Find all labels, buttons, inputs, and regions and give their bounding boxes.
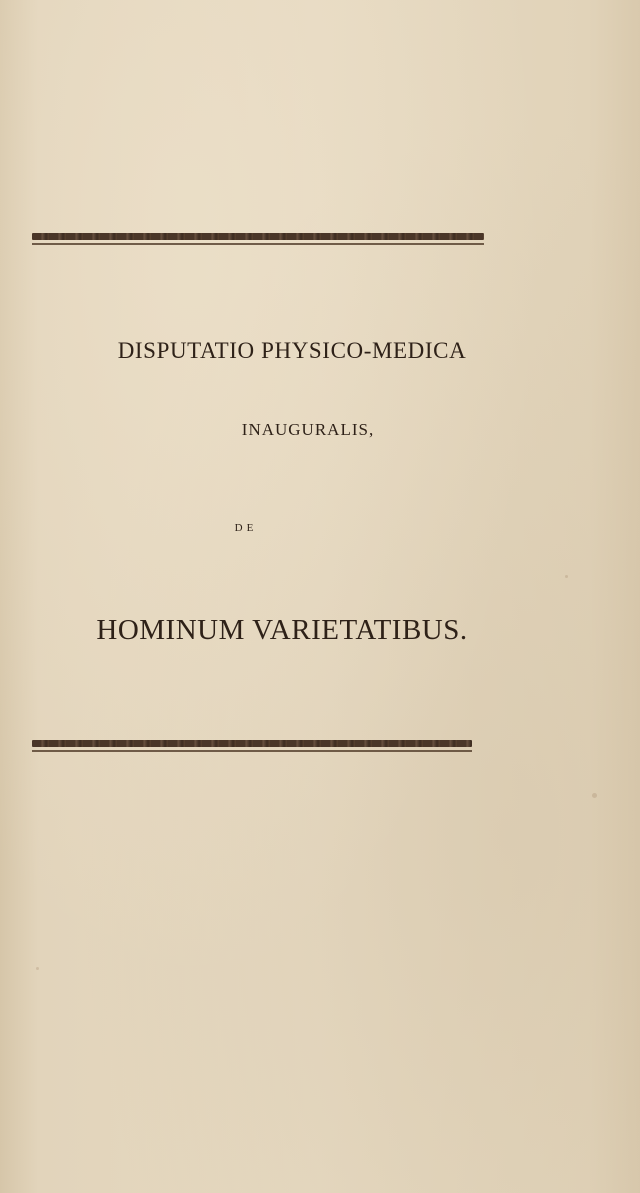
paper-spot — [36, 967, 39, 970]
top-ornamental-rule — [32, 233, 484, 240]
title-subject: HOMINUM VARIETATIBUS. — [96, 614, 468, 646]
title-sub: INAUGURALIS, — [241, 420, 375, 439]
paper-spot — [565, 575, 568, 578]
bottom-ornamental-rule — [32, 740, 472, 747]
title-main: DISPUTATIO PHYSICO-MEDICA — [117, 338, 467, 363]
paper-spot — [592, 793, 597, 798]
title-preposition: DE — [234, 522, 258, 534]
